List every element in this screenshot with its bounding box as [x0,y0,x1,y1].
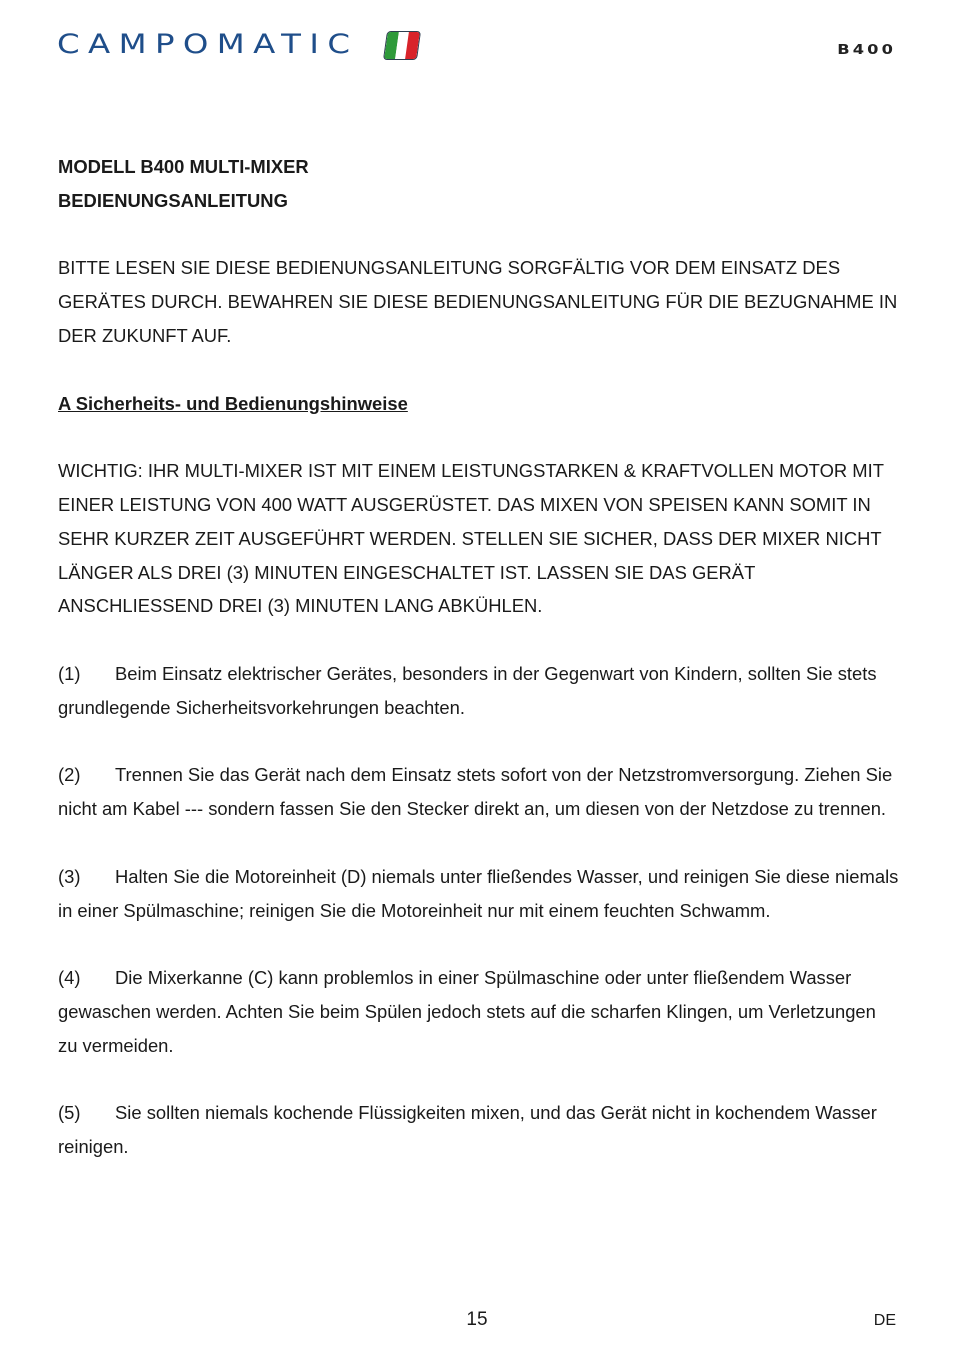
item-number: (3) [58,865,81,887]
item-text: Sie sollten niemals kochende Flüssigkeiten mixen, und das Gerät nicht in kochendem Wasser reinigen. [58,1102,877,1158]
language-code: DE [873,1312,896,1329]
list-item [58,1096,900,1164]
intro-paragraph: BITTE LESEN SIE DIESE BEDIENUNGSANLEITUNG SORGFÄLTIG VOR DEM EINSATZ DES GERÄTES DURCH. BEWAHREN SIE DIESE BEDIENUNGSANLEITUNG FÜR DIE BEZUGNAHME IN DER ZUKUNFT AUF. [58,257,898,346]
item-number: (4) [58,967,81,989]
item-number: (5) [58,1102,81,1124]
item-text: Halten Sie die Motoreinheit (D) niemals unter fließendes Wasser, und reinigen Sie diese niemals in einer Spülmaschine; reinigen Sie die Motoreinheit nur mit einem feuchten Schwamm. [58,865,899,921]
list-item [58,860,900,928]
item-text: Trennen Sie das Gerät nach dem Einsatz stets sofort von der Netzstromversorgung. Ziehen Sie nicht am Kabel --- sondern fassen Sie den Stecker direkt an, um diesen von der Netzdose zu trennen. [58,764,893,820]
italian-flag-icon [383,31,421,60]
document-title: MODELL B400 MULTI-MIXER [58,156,309,177]
warning-paragraph: WICHTIG: IHR MULTI-MIXER IST MIT EINEM LEISTUNGSTARKEN & KRAFTVOLLEN MOTOR MIT EINER LEISTUNG VON 400 WATT AUSGERÜSTET. DAS MIXEN VON SPEISEN KANN SOMIT IN SEHR KURZER ZEIT AUSGEFÜHRT WERDEN. STELLEN SIE SICHER, DASS DER MIXER NICHT LÄNGER ALS DREI (3) MINUTEN EINGESCHALTET IST. LASSEN SIE DAS GERÄT ANSCHLIESSEND DREI (3) MINUTEN LANG ABKÜHLEN. [58,460,884,617]
page-header [0,0,954,80]
model-number: B400 [837,43,896,58]
page-number: 15 [466,1309,488,1330]
item-text: Beim Einsatz elektrischer Gerätes, besonders in der Gegenwart von Kindern, sollten Sie stets grundlegende Sicherheitsvorkehrungen beachten. [58,662,877,718]
list-item [58,961,900,1062]
list-item [58,758,900,826]
item-number: (1) [58,662,81,684]
campomatic-logo [57,29,359,60]
list-item [58,657,900,725]
section-heading: A Sicherheits- und Bedienungshinweise [58,392,408,414]
item-text: Die Mixerkanne (C) kann problemlos in einer Spülmaschine oder unter fließendem Wasser gewaschen werden. Achten Sie beim Spülen jedoch stets auf die scharfen Klingen, um Verletzungen zu vermeiden. [58,967,876,1056]
document-subtitle: BEDIENUNGSANLEITUNG [58,189,288,211]
document-body [58,150,900,1164]
flag-stripe-red [405,32,419,59]
brand-wordmark: CAMPOMATIC [57,29,359,60]
item-number: (2) [58,764,81,786]
